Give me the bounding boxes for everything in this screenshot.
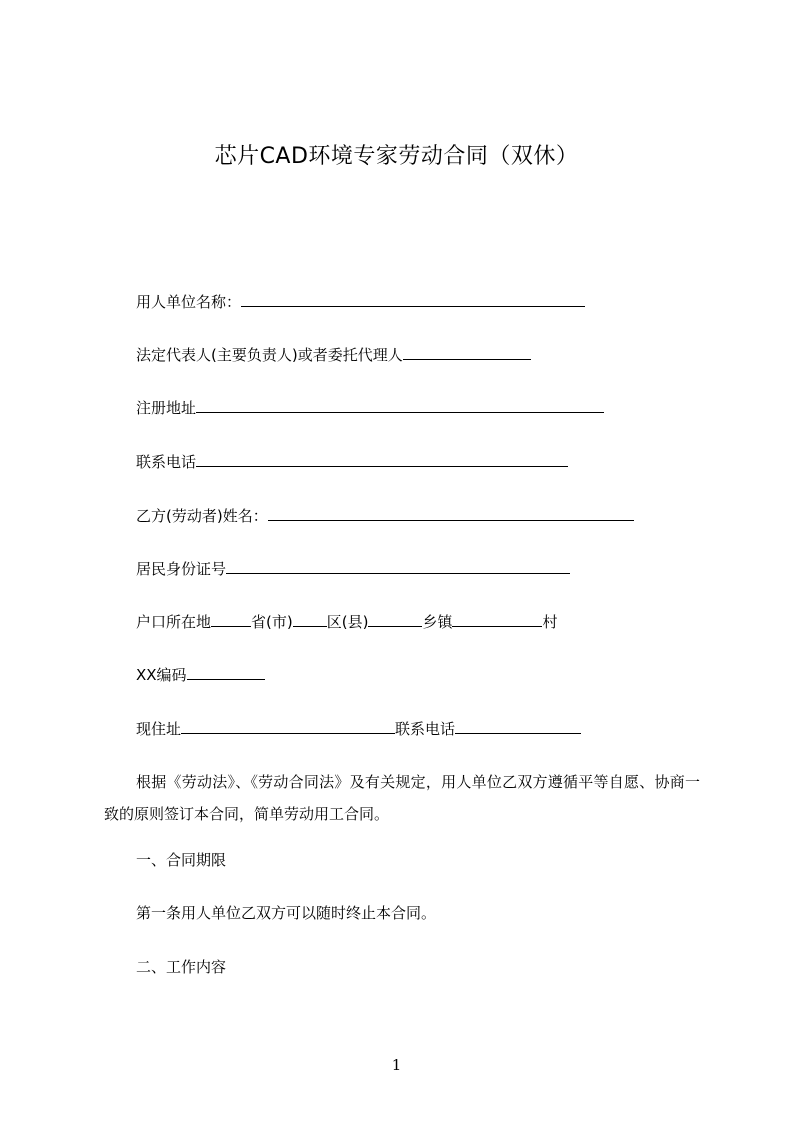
household-field <box>136 610 557 634</box>
household-label: 户口所在地 <box>136 613 212 631</box>
legal-rep-label: 法定代表人(主要负责人)或者委托代理人 <box>136 346 403 364</box>
worker-name-blank[interactable] <box>268 504 634 521</box>
reg-address-label: 注册地址 <box>136 399 197 417</box>
household-village-blank[interactable] <box>452 610 542 627</box>
postal-code-label: XX编码 <box>136 666 187 684</box>
page-number: 1 <box>391 1056 402 1074</box>
id-number-label: 居民身份证号 <box>136 560 227 578</box>
reg-address-field <box>136 396 604 420</box>
section1-heading: 一、合同期限 <box>136 851 227 869</box>
contact-phone-label: 联系电话 <box>136 453 197 471</box>
current-address-blank[interactable] <box>181 717 395 734</box>
contact-phone-field <box>136 450 568 474</box>
household-province-label: 省(市) <box>251 613 293 631</box>
id-number-field <box>136 557 570 581</box>
postal-code-field <box>136 663 265 687</box>
household-town-label: 乡镇 <box>422 613 453 631</box>
postal-code-blank[interactable] <box>187 663 265 680</box>
article1-text: 第一条用人单位乙双方可以随时终止本合同。 <box>136 904 437 922</box>
employer-name-label: 用人单位名称： <box>136 293 242 311</box>
id-number-blank[interactable] <box>226 557 570 574</box>
employer-name-field <box>136 290 585 314</box>
legal-rep-blank[interactable] <box>403 343 531 360</box>
household-village-label: 村 <box>542 613 558 631</box>
reg-address-blank[interactable] <box>196 396 604 413</box>
preamble-paragraph: 根据《劳动法》、《劳动合同法》及有关规定，用人单位乙双方遵循平等自愿、协商一致的原则签订本合同，简单劳动用工合同。 <box>104 773 700 823</box>
worker-name-label: 乙方(劳动者)姓名： <box>136 507 268 525</box>
current-phone-blank[interactable] <box>455 717 581 734</box>
household-town-blank[interactable] <box>368 610 422 627</box>
current-phone-label: 联系电话 <box>395 720 456 738</box>
current-address-label: 现住址 <box>136 720 182 738</box>
contact-phone-blank[interactable] <box>196 450 568 467</box>
section2-heading: 二、工作内容 <box>136 958 227 976</box>
household-province-blank[interactable] <box>211 610 251 627</box>
current-address-field <box>136 717 581 741</box>
legal-rep-field <box>136 343 531 367</box>
employer-name-blank[interactable] <box>241 290 585 307</box>
household-district-label: 区(县) <box>326 613 369 631</box>
worker-name-field <box>136 504 634 528</box>
household-district-blank[interactable] <box>293 610 327 627</box>
document-title: 芯片CAD环境专家劳动合同（双休） <box>214 144 579 169</box>
